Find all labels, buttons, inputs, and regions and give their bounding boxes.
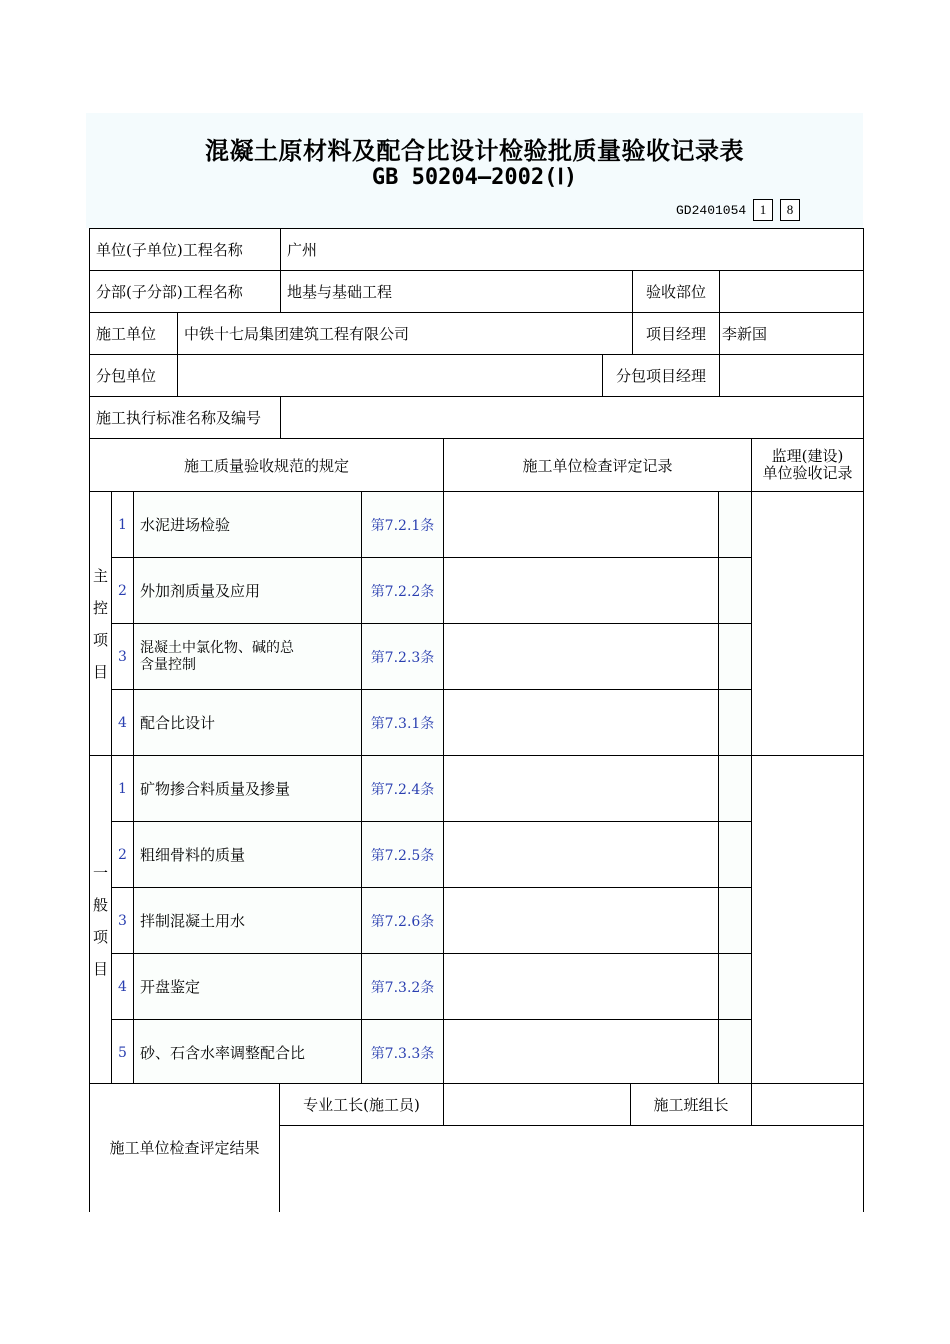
info-table <box>89 228 864 439</box>
code-box-2[interactable]: 8 <box>780 199 800 221</box>
result-value[interactable] <box>280 1126 864 1212</box>
team-leader-label: 施工班组长 <box>631 1084 752 1126</box>
acceptance-part-label: 验收部位 <box>633 271 720 313</box>
table-row <box>90 954 864 1020</box>
project-manager-value[interactable]: 李新国 <box>720 313 864 355</box>
result-label: 施工单位检查评定结果 <box>90 1084 280 1212</box>
item-name: 混凝土中氯化物、碱的总 含量控制 <box>134 624 362 690</box>
unit-project-value[interactable]: 广州 <box>281 229 864 271</box>
supervision-record-main[interactable] <box>752 492 864 756</box>
check-record-extra-cell[interactable] <box>719 822 752 888</box>
code-box-1[interactable]: 1 <box>753 199 773 221</box>
table-row <box>90 492 864 558</box>
item-clause: 第7.3.1条 <box>362 690 444 756</box>
project-manager-label: 项目经理 <box>633 313 720 355</box>
general-items-label: 一 般 项 目 <box>90 756 112 1086</box>
team-leader-value[interactable] <box>752 1084 864 1126</box>
standard-code: GB 50204—2002(Ⅰ) <box>371 165 578 190</box>
item-name: 水泥进场检验 <box>134 492 362 558</box>
col-header-supervision <box>752 439 864 492</box>
item-name: 砂、石含水率调整配合比 <box>134 1020 362 1086</box>
item-name: 开盘鉴定 <box>134 954 362 1020</box>
supervision-record-general[interactable] <box>752 756 864 1086</box>
item-name: 配合比设计 <box>134 690 362 756</box>
standard-label: 施工执行标准名称及编号 <box>90 397 281 439</box>
check-record-extra-cell[interactable] <box>719 1020 752 1086</box>
item-number: 1 <box>112 756 134 822</box>
foreman-value[interactable] <box>444 1084 631 1126</box>
inspection-form <box>86 113 863 1211</box>
sub-manager-value[interactable] <box>720 355 864 397</box>
item-clause: 第7.2.4条 <box>362 756 444 822</box>
check-record-cell[interactable] <box>444 690 719 756</box>
table-row <box>90 756 864 822</box>
subcontractor-label: 分包单位 <box>90 355 178 397</box>
item-number: 1 <box>112 492 134 558</box>
item-number: 5 <box>112 1020 134 1086</box>
check-record-cell[interactable] <box>444 888 719 954</box>
construction-unit-label: 施工单位 <box>90 313 178 355</box>
foreman-label: 专业工长(施工员) <box>280 1084 444 1126</box>
check-record-cell[interactable] <box>444 624 719 690</box>
check-record-cell[interactable] <box>444 954 719 1020</box>
check-record-extra-cell[interactable] <box>719 492 752 558</box>
table-row <box>90 888 864 954</box>
item-clause: 第7.3.3条 <box>362 1020 444 1086</box>
form-title: 混凝土原材料及配合比设计检验批质量验收记录表 <box>205 137 744 165</box>
check-record-cell[interactable] <box>444 822 719 888</box>
item-clause: 第7.2.2条 <box>362 558 444 624</box>
item-clause: 第7.2.5条 <box>362 822 444 888</box>
item-number: 4 <box>112 690 134 756</box>
form-code: GD2401054 <box>676 203 747 218</box>
item-clause: 第7.2.1条 <box>362 492 444 558</box>
construction-unit-value[interactable]: 中铁十七局集团建筑工程有限公司 <box>178 313 633 355</box>
item-number: 3 <box>112 624 134 690</box>
supervision-line1: 监理(建设) <box>771 447 844 465</box>
supervision-line2: 单位验收记录 <box>762 464 853 482</box>
check-record-cell[interactable] <box>444 1020 719 1086</box>
footer-table <box>89 1083 864 1212</box>
col-header-check: 施工单位检查评定记录 <box>444 439 752 492</box>
item-clause: 第7.2.6条 <box>362 888 444 954</box>
check-record-cell[interactable] <box>444 756 719 822</box>
item-number: 2 <box>112 822 134 888</box>
acceptance-part-value[interactable] <box>720 271 864 313</box>
col-header-spec: 施工质量验收规范的规定 <box>90 439 444 492</box>
subcontractor-value[interactable] <box>178 355 603 397</box>
main-control-label: 主 控 项 目 <box>90 492 112 756</box>
item-name: 粗细骨料的质量 <box>134 822 362 888</box>
item-number: 2 <box>112 558 134 624</box>
item-name: 拌制混凝土用水 <box>134 888 362 954</box>
table-row <box>90 822 864 888</box>
item-number: 4 <box>112 954 134 1020</box>
item-number: 3 <box>112 888 134 954</box>
standard-value[interactable] <box>281 397 864 439</box>
item-name: 矿物掺合料质量及掺量 <box>134 756 362 822</box>
check-record-extra-cell[interactable] <box>719 624 752 690</box>
unit-project-label: 单位(子单位)工程名称 <box>90 229 281 271</box>
items-table <box>89 438 864 1086</box>
item-name: 外加剂质量及应用 <box>134 558 362 624</box>
check-record-extra-cell[interactable] <box>719 756 752 822</box>
table-row <box>90 1020 864 1086</box>
check-record-extra-cell[interactable] <box>719 558 752 624</box>
check-record-cell[interactable] <box>444 492 719 558</box>
table-row <box>90 690 864 756</box>
check-record-extra-cell[interactable] <box>719 690 752 756</box>
sub-project-label: 分部(子分部)工程名称 <box>90 271 281 313</box>
sub-manager-label: 分包项目经理 <box>603 355 720 397</box>
item-clause: 第7.2.3条 <box>362 624 444 690</box>
table-row <box>90 558 864 624</box>
check-record-cell[interactable] <box>444 558 719 624</box>
check-record-extra-cell[interactable] <box>719 888 752 954</box>
item-clause: 第7.3.2条 <box>362 954 444 1020</box>
table-row <box>90 624 864 690</box>
check-record-extra-cell[interactable] <box>719 954 752 1020</box>
sub-project-value[interactable]: 地基与基础工程 <box>281 271 633 313</box>
